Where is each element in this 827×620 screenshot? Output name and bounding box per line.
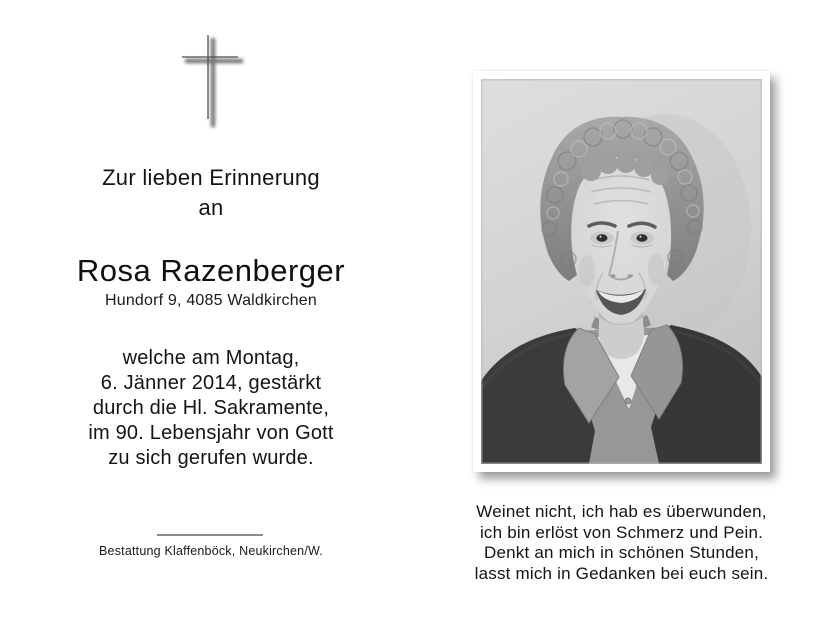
obituary-line: im 90. Lebensjahr von Gott — [88, 422, 334, 444]
deceased-address: Hundorf 9, 4085 Waldkirchen — [104, 292, 318, 309]
portrait-photo-frame — [473, 71, 770, 472]
obituary-line: durch die Hl. Sakramente, — [92, 397, 330, 419]
obituary-line: welche am Montag, — [122, 347, 300, 369]
funeral-home-credit: Bestattung Klaffenböck, Neukirchen/W. — [99, 544, 323, 558]
intro-line-1: Zur lieben Erinnerung — [102, 165, 320, 190]
obituary-text — [0, 346, 422, 471]
cross-icon — [178, 31, 248, 133]
poem-line: Denkt an mich in schönen Stunden, — [484, 543, 759, 562]
intro-text — [0, 163, 422, 223]
obituary-line: zu sich gerufen wurde. — [108, 447, 314, 469]
memorial-poem — [458, 502, 785, 584]
poem-line: lasst mich in Gedanken bei euch sein. — [474, 563, 769, 583]
poem-line: ich bin erlöst von Schmerz und Pein. — [479, 522, 764, 542]
divider-line — [157, 534, 263, 536]
poem-line: Weinet nicht, ich hab es überwunden, — [476, 502, 767, 521]
portrait-photo — [481, 79, 762, 464]
deceased-name: Rosa Razenberger — [76, 253, 346, 288]
obituary-line: 6. Jänner 2014, gestärkt — [100, 372, 322, 394]
intro-line-2: an — [198, 195, 224, 220]
